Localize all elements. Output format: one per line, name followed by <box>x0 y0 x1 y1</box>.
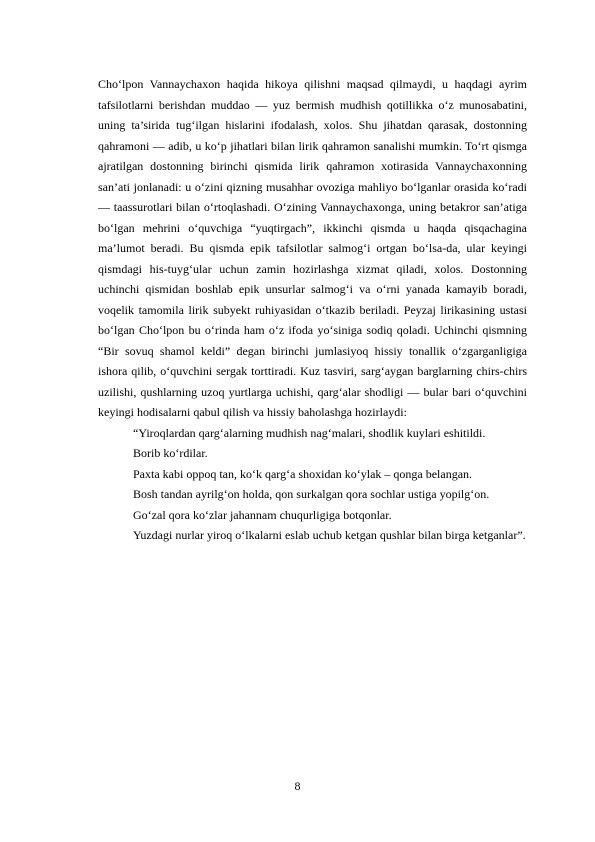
quote-line: Yuzdagi nurlar yiroq o‘lkalarni eslab uchub ketgan qushlar bilan birga ketganlar”. <box>133 528 526 542</box>
quote-line: Go‘zal qora ko‘zlar jahannam chuqurligiga botqonlar. <box>133 507 392 522</box>
paragraph-main: Cho‘lpon Vannaychaxon haqida hikoya qilishni maqsad qilmaydi, u haqdagi ayrim tafsilotlarni berishdan muddao — yuz bermish mudhish qotillikka o‘z munosabatini, uning ta’sirida tug‘ilgan hislarini ifodalash, xolos. Shu jihatdan qarasak, dostonning qahramoni — adib, u ko‘p jihatlari bilan lirik qahramon sanalishi mumkin. To‘rt qismga ajratilgan dostonning birinchi qismida lirik qahramon xotirasida Vannaychaxonning san’ati jonlanadi: u o‘zini qizning musahhar ovoziga mahliyo bo‘lganlar orasida ko‘radi — taassurotlari bilan o‘rtoqlashadi. O‘zining Vannaychaxonga, uning betakror san’atiga bo‘lgan mehrini o‘quvchiga “yuqtirgach”, ikkinchi qismda u haqda qisqachagina ma’lumot beradi. Bu qismda epik tafsilotlar salmog‘i ortgan bo‘lsa-da, ular keyingi qismdagi his-tuyg‘ular uchun zamin hozirlashga xizmat qiladi, xolos. Dostonning uchinchi qismidan boshlab epik unsurlar salmog‘i va o‘rni yanada kamayib boradi, voqelik tamomila lirik subyekt ruhiyasidan o‘tkazib beriladi. Peyzaj lirikasining ustasi bo‘lgan Cho‘lpon bu o‘rinda ham o‘z ifoda yo‘siniga sodiq qoladi. Uchinchi qismning “Bir sovuq shamol keldi” degan birinchi jumlasiyoq hissiy tonallik o‘zgarganligiga ishora qilib, o‘quvchini sergak torttiradi. Kuz tasviri, sarg‘aygan barglarning chirs-chirs uzilishi, qushlarning uzoq yurtlarga uchishi, qarg‘alar shodligi — bular bari o‘quvchini keyingi hodisalarni qabul qilish va hissiy baholashga hozirlaydi: <box>98 77 527 419</box>
page-number: 8 <box>294 779 301 793</box>
quote-line: Paxta kabi oppoq tan, ko‘k qarg‘a shoxidan ko‘ylak – qonga belangan. <box>133 466 473 481</box>
quote-line: “Yiroqlardan qarg‘alarning mudhish nag‘malari, shodlik kuylari eshitildi. <box>133 425 486 440</box>
body-text <box>98 74 527 546</box>
quote-line: Bosh tandan ayrilg‘on holda, qon surkalgan qora sochlar ustiga yopilg‘on. <box>133 487 490 501</box>
quote-line: Borib ko‘rdilar. <box>133 446 208 460</box>
